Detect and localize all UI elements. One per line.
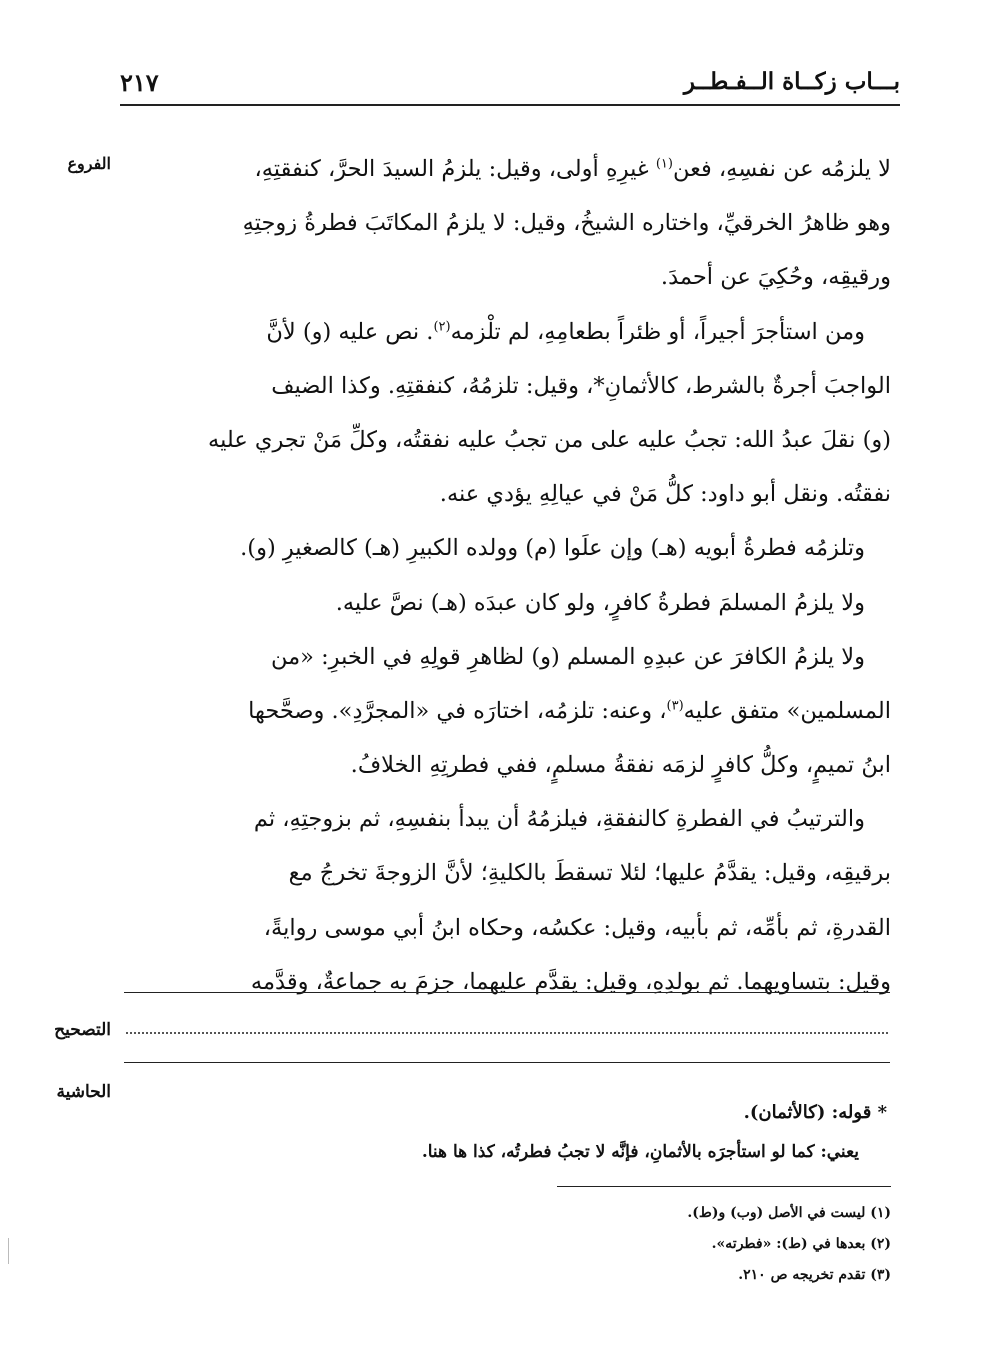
footnote-rule — [557, 1186, 891, 1187]
text-line: وهو ظاهرُ الخرقيِّ، واختاره الشيخُ، وقيل: لا يلزمُ المكاتَبَ فطرةُ زوجتِهِ — [242, 210, 891, 237]
text-line: ولا يلزمُ المسلمَ فطرةُ كافرٍ، ولو كان عبدَه (هـ) نصَّ عليه. — [335, 589, 865, 616]
label-hashiya: الحاشية — [56, 1082, 111, 1102]
text-line: برقيقِه، وقيل: يقدَّمُ عليها؛ لئلا تسقطَ بالكليةِ؛ لأنَّ الزوجةَ تخرجُ مع — [288, 860, 891, 887]
divider-rule — [124, 1062, 890, 1063]
main-text — [121, 142, 891, 1009]
scan-margin-mark — [8, 1238, 9, 1264]
footnote-ref: (٢) — [433, 319, 451, 335]
label-furu: الفروع — [67, 154, 111, 173]
footnote-ref: (٣) — [666, 698, 684, 714]
tashih-dotted-rule — [126, 1032, 888, 1034]
hashiya-text: يعني: كما لو استأجرَه بالأثمانِ، فإنَّه لا تجبُ فطرتُه، كذا ها هنا. — [421, 1142, 859, 1162]
text-line: ومن استأجرَ أجيراً، أو ظئراً بطعامِهِ، لم تلْزمه$^{(٢)}$. نص عليه (و) لأنَّ — [266, 318, 865, 345]
footnote: (٣) تقدم تخريجه ص ٢١٠. — [738, 1267, 891, 1283]
footnote-ref: (١) — [655, 156, 673, 172]
text-line: والترتيبُ في الفطرةِ كالنفقةِ، فيلزمُهُ أن يبدأ بنفسِهِ، ثم بزوجتِهِ، ثم — [253, 806, 865, 833]
text-line: القدرةِ، ثم بأمِّه، ثم بأبيه، وقيل: عكسُه، وحكاه ابنُ أبي موسى روايةً، — [263, 914, 891, 941]
footnote: (٢) بعدها في (ط): «فطرته». — [711, 1236, 891, 1252]
text-line: الواجبَ أجرةٌ بالشرط، كالأثمانِ*، وقيل: تلزمُهُ، كنفقتِهِ. وكذا الضيف — [271, 372, 891, 399]
page-number: ٢١٧ — [120, 68, 159, 97]
hashiya-section — [127, 1094, 887, 1172]
text-line: وقيل: بتساويهما. ثم بولدِهِ، وقيل: يقدَّم عليهما، جزمَ به جماعةٌ، وقدَّمه — [250, 968, 891, 995]
header-rule — [120, 104, 900, 106]
text-line: ورقيقِه، وحُكِيَ عن أحمدَ. — [660, 264, 891, 291]
footnotes — [131, 1198, 891, 1291]
divider-rule — [124, 992, 890, 993]
page-header — [120, 68, 900, 102]
footnote: (١) ليست في الأصل (وب) و(ط). — [687, 1205, 891, 1221]
hashiya-heading: * قوله: (كالأثمان). — [743, 1102, 887, 1123]
text-line: لا يلزمُه عن نفسِهِ، فعن$^{(١)}$ غيرِهِ أولى، وقيل: يلزمُ السيدَ الحرَّ، كنفقتِهِ، — [254, 156, 891, 182]
label-tashih: التصحيح — [54, 1020, 111, 1040]
text-line: المسلمين» متفق عليه$^{(٣)}$، وعنه: تلزمُه، اختارَه في «المجرَّدِ». وصحَّحها — [248, 697, 891, 724]
chapter-title: بـــاب زكــاة الــفـطــر — [683, 68, 900, 95]
text-line: وتلزمُه فطرةُ أبويه (هـ) وإن علَوا (م) وولده الكبيرِ (هـ) كالصغيرِ (و). — [240, 535, 865, 562]
text-line: ابنُ تميمٍ، وكلُّ كافرٍ لزمَه نفقةُ مسلمٍ، ففي فطرتِهِ الخلافُ. — [350, 752, 891, 779]
text-line: نفقتُه. ونقل أبو داود: كلُّ مَنْ في عيالِهِ يؤدي عنه. — [439, 481, 891, 508]
text-line: ولا يلزمُ الكافرَ عن عبدِهِ المسلم (و) لظاهرِ قولِهِ في الخبرِ: «من — [271, 643, 865, 670]
text-line: (و) نقلَ عبدُ الله: تجبُ عليه على من تجبُ عليه نفقتُه، وكلِّ مَنْ تجري عليه — [208, 426, 891, 453]
